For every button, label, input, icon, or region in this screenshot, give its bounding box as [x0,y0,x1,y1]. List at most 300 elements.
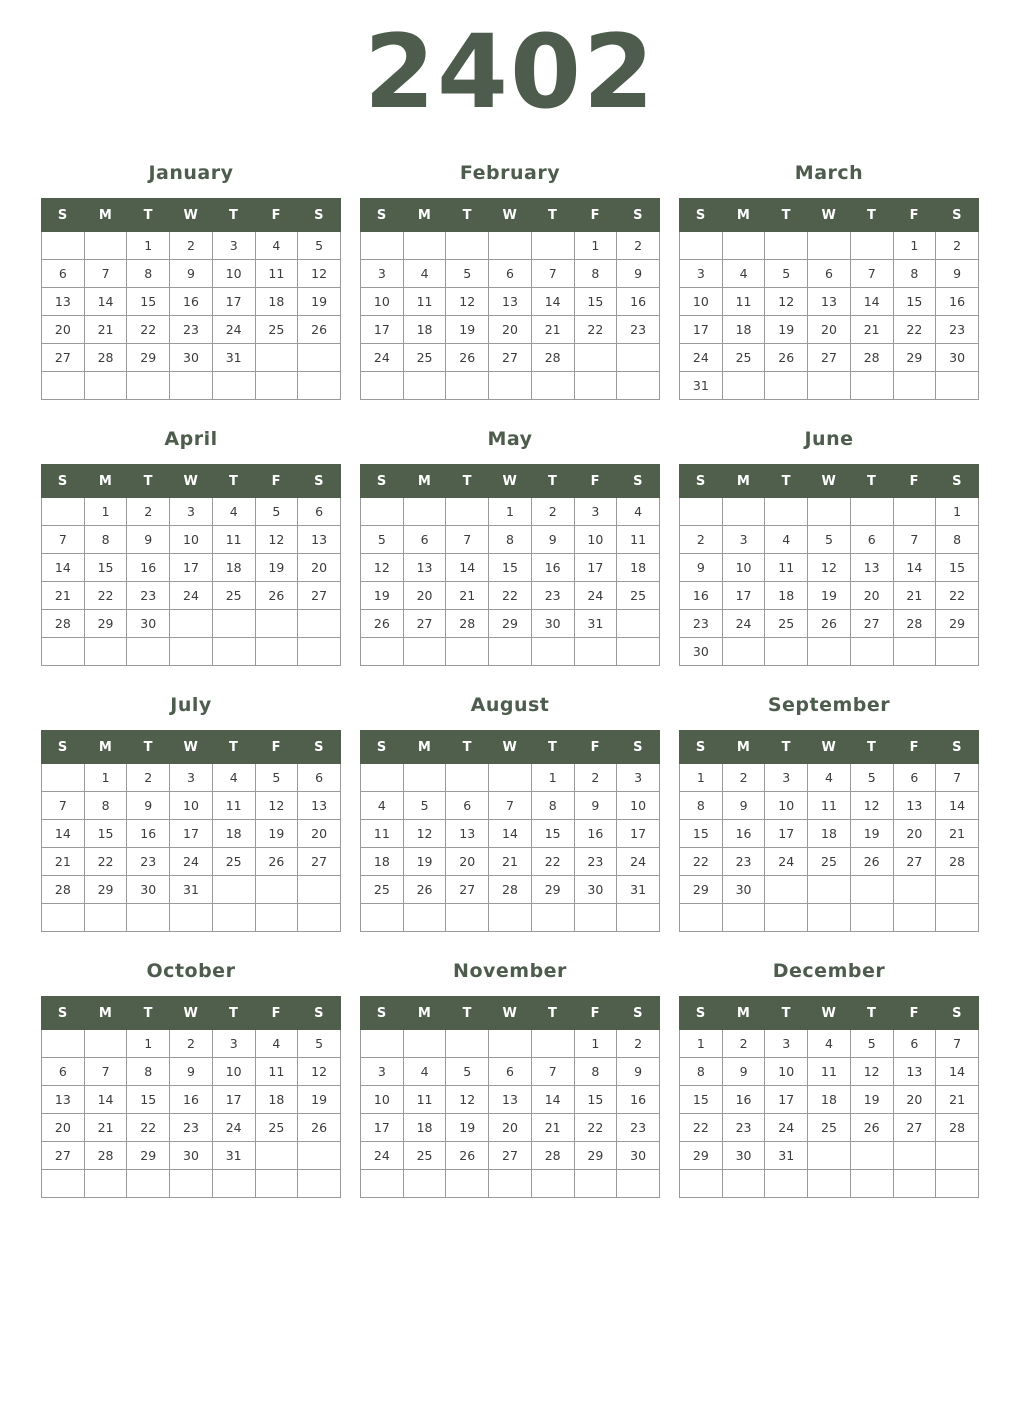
day-cell[interactable]: 12 [446,288,489,316]
day-cell[interactable]: 29 [127,1142,170,1170]
day-cell[interactable]: 8 [893,260,936,288]
day-cell[interactable]: 10 [361,1086,404,1114]
day-cell[interactable]: 21 [489,848,532,876]
day-cell[interactable]: 26 [446,344,489,372]
day-cell[interactable]: 26 [765,344,808,372]
day-cell[interactable]: 23 [127,848,170,876]
day-cell[interactable]: 17 [722,582,765,610]
day-cell[interactable]: 31 [212,1142,255,1170]
day-cell[interactable]: 18 [212,820,255,848]
day-cell[interactable]: 7 [84,1058,127,1086]
day-cell[interactable]: 9 [722,1058,765,1086]
day-cell[interactable]: 16 [680,582,723,610]
day-cell[interactable]: 4 [255,1030,298,1058]
day-cell[interactable]: 16 [722,1086,765,1114]
day-cell[interactable]: 21 [936,1086,979,1114]
day-cell[interactable]: 9 [127,526,170,554]
day-cell[interactable]: 18 [808,1086,851,1114]
day-cell[interactable]: 20 [42,316,85,344]
day-cell[interactable]: 17 [212,288,255,316]
day-cell[interactable]: 13 [298,526,341,554]
day-cell[interactable]: 14 [936,1058,979,1086]
day-cell[interactable]: 26 [850,1114,893,1142]
day-cell[interactable]: 25 [808,848,851,876]
day-cell[interactable]: 13 [893,792,936,820]
day-cell[interactable]: 7 [936,764,979,792]
day-cell[interactable]: 10 [574,526,617,554]
day-cell[interactable]: 27 [403,610,446,638]
day-cell[interactable]: 28 [84,344,127,372]
day-cell[interactable]: 2 [617,1030,660,1058]
day-cell[interactable]: 17 [574,554,617,582]
day-cell[interactable]: 15 [574,1086,617,1114]
day-cell[interactable]: 24 [617,848,660,876]
day-cell[interactable]: 29 [680,876,723,904]
day-cell[interactable]: 23 [127,582,170,610]
day-cell[interactable]: 30 [722,1142,765,1170]
day-cell[interactable]: 9 [170,260,213,288]
day-cell[interactable]: 30 [170,1142,213,1170]
day-cell[interactable]: 6 [42,1058,85,1086]
day-cell[interactable]: 20 [489,1114,532,1142]
day-cell[interactable]: 24 [170,848,213,876]
day-cell[interactable]: 12 [850,792,893,820]
day-cell[interactable]: 27 [42,344,85,372]
day-cell[interactable]: 18 [403,1114,446,1142]
day-cell[interactable]: 25 [212,582,255,610]
day-cell[interactable]: 20 [850,582,893,610]
day-cell[interactable]: 20 [298,554,341,582]
day-cell[interactable]: 30 [617,1142,660,1170]
day-cell[interactable]: 24 [765,848,808,876]
day-cell[interactable]: 20 [808,316,851,344]
day-cell[interactable]: 16 [127,554,170,582]
day-cell[interactable]: 25 [403,344,446,372]
day-cell[interactable]: 12 [403,820,446,848]
day-cell[interactable]: 23 [722,1114,765,1142]
day-cell[interactable]: 15 [531,820,574,848]
day-cell[interactable]: 15 [84,820,127,848]
day-cell[interactable]: 8 [531,792,574,820]
day-cell[interactable]: 25 [255,316,298,344]
day-cell[interactable]: 28 [42,876,85,904]
day-cell[interactable]: 16 [722,820,765,848]
day-cell[interactable]: 14 [936,792,979,820]
day-cell[interactable]: 24 [765,1114,808,1142]
day-cell[interactable]: 1 [84,498,127,526]
day-cell[interactable]: 22 [680,1114,723,1142]
day-cell[interactable]: 22 [84,582,127,610]
day-cell[interactable]: 15 [127,288,170,316]
day-cell[interactable]: 19 [403,848,446,876]
day-cell[interactable]: 17 [765,820,808,848]
day-cell[interactable]: 1 [680,764,723,792]
day-cell[interactable]: 28 [850,344,893,372]
day-cell[interactable]: 22 [127,316,170,344]
day-cell[interactable]: 27 [850,610,893,638]
day-cell[interactable]: 5 [808,526,851,554]
day-cell[interactable]: 2 [680,526,723,554]
day-cell[interactable]: 21 [531,1114,574,1142]
day-cell[interactable]: 25 [403,1142,446,1170]
day-cell[interactable]: 20 [403,582,446,610]
day-cell[interactable]: 8 [84,792,127,820]
day-cell[interactable]: 29 [84,610,127,638]
day-cell[interactable]: 25 [765,610,808,638]
day-cell[interactable]: 23 [722,848,765,876]
day-cell[interactable]: 30 [170,344,213,372]
day-cell[interactable]: 4 [617,498,660,526]
day-cell[interactable]: 3 [722,526,765,554]
day-cell[interactable]: 15 [574,288,617,316]
day-cell[interactable]: 6 [298,498,341,526]
day-cell[interactable]: 17 [212,1086,255,1114]
day-cell[interactable]: 26 [361,610,404,638]
day-cell[interactable]: 2 [531,498,574,526]
day-cell[interactable]: 30 [722,876,765,904]
day-cell[interactable]: 28 [42,610,85,638]
day-cell[interactable]: 1 [936,498,979,526]
day-cell[interactable]: 21 [84,316,127,344]
day-cell[interactable]: 31 [680,372,723,400]
day-cell[interactable]: 23 [170,316,213,344]
day-cell[interactable]: 2 [617,232,660,260]
day-cell[interactable]: 5 [446,260,489,288]
day-cell[interactable]: 4 [808,764,851,792]
day-cell[interactable]: 2 [170,1030,213,1058]
day-cell[interactable]: 5 [403,792,446,820]
day-cell[interactable]: 30 [574,876,617,904]
day-cell[interactable]: 19 [298,288,341,316]
day-cell[interactable]: 13 [489,1086,532,1114]
day-cell[interactable]: 3 [212,232,255,260]
day-cell[interactable]: 24 [361,344,404,372]
day-cell[interactable]: 11 [617,526,660,554]
day-cell[interactable]: 18 [403,316,446,344]
day-cell[interactable]: 29 [936,610,979,638]
day-cell[interactable]: 12 [808,554,851,582]
day-cell[interactable]: 12 [298,1058,341,1086]
day-cell[interactable]: 9 [531,526,574,554]
day-cell[interactable]: 1 [489,498,532,526]
day-cell[interactable]: 16 [127,820,170,848]
day-cell[interactable]: 21 [42,848,85,876]
day-cell[interactable]: 11 [212,792,255,820]
day-cell[interactable]: 21 [42,582,85,610]
day-cell[interactable]: 11 [403,1086,446,1114]
day-cell[interactable]: 29 [531,876,574,904]
day-cell[interactable]: 24 [680,344,723,372]
day-cell[interactable]: 2 [722,1030,765,1058]
day-cell[interactable]: 7 [531,260,574,288]
day-cell[interactable]: 10 [765,1058,808,1086]
day-cell[interactable]: 19 [765,316,808,344]
day-cell[interactable]: 17 [361,316,404,344]
day-cell[interactable]: 15 [489,554,532,582]
day-cell[interactable]: 13 [403,554,446,582]
day-cell[interactable]: 26 [850,848,893,876]
day-cell[interactable]: 11 [808,1058,851,1086]
day-cell[interactable]: 9 [680,554,723,582]
day-cell[interactable]: 17 [170,820,213,848]
day-cell[interactable]: 27 [489,344,532,372]
day-cell[interactable]: 12 [255,792,298,820]
day-cell[interactable]: 6 [489,1058,532,1086]
day-cell[interactable]: 3 [574,498,617,526]
day-cell[interactable]: 14 [531,288,574,316]
day-cell[interactable]: 3 [361,260,404,288]
day-cell[interactable]: 20 [489,316,532,344]
day-cell[interactable]: 6 [808,260,851,288]
day-cell[interactable]: 27 [298,848,341,876]
day-cell[interactable]: 6 [893,1030,936,1058]
day-cell[interactable]: 9 [127,792,170,820]
day-cell[interactable]: 29 [489,610,532,638]
day-cell[interactable]: 5 [298,232,341,260]
day-cell[interactable]: 25 [361,876,404,904]
day-cell[interactable]: 16 [170,288,213,316]
day-cell[interactable]: 3 [617,764,660,792]
day-cell[interactable]: 6 [489,260,532,288]
day-cell[interactable]: 13 [446,820,489,848]
day-cell[interactable]: 23 [680,610,723,638]
day-cell[interactable]: 24 [361,1142,404,1170]
day-cell[interactable]: 17 [361,1114,404,1142]
day-cell[interactable]: 4 [361,792,404,820]
day-cell[interactable]: 15 [127,1086,170,1114]
day-cell[interactable]: 11 [212,526,255,554]
day-cell[interactable]: 4 [808,1030,851,1058]
day-cell[interactable]: 2 [936,232,979,260]
day-cell[interactable]: 5 [255,764,298,792]
day-cell[interactable]: 7 [850,260,893,288]
day-cell[interactable]: 10 [722,554,765,582]
day-cell[interactable]: 16 [574,820,617,848]
day-cell[interactable]: 7 [936,1030,979,1058]
day-cell[interactable]: 31 [212,344,255,372]
day-cell[interactable]: 26 [298,316,341,344]
day-cell[interactable]: 4 [255,232,298,260]
day-cell[interactable]: 19 [850,1086,893,1114]
day-cell[interactable]: 11 [255,260,298,288]
day-cell[interactable]: 6 [298,764,341,792]
day-cell[interactable]: 20 [893,820,936,848]
day-cell[interactable]: 4 [765,526,808,554]
day-cell[interactable]: 4 [212,498,255,526]
day-cell[interactable]: 15 [680,820,723,848]
day-cell[interactable]: 18 [255,288,298,316]
day-cell[interactable]: 25 [255,1114,298,1142]
day-cell[interactable]: 15 [680,1086,723,1114]
day-cell[interactable]: 30 [127,610,170,638]
day-cell[interactable]: 29 [84,876,127,904]
day-cell[interactable]: 16 [936,288,979,316]
day-cell[interactable]: 5 [850,1030,893,1058]
day-cell[interactable]: 8 [84,526,127,554]
day-cell[interactable]: 25 [617,582,660,610]
day-cell[interactable]: 27 [446,876,489,904]
day-cell[interactable]: 22 [680,848,723,876]
day-cell[interactable]: 12 [255,526,298,554]
day-cell[interactable]: 29 [574,1142,617,1170]
day-cell[interactable]: 30 [680,638,723,666]
day-cell[interactable]: 23 [936,316,979,344]
day-cell[interactable]: 11 [808,792,851,820]
day-cell[interactable]: 12 [850,1058,893,1086]
day-cell[interactable]: 4 [403,260,446,288]
day-cell[interactable]: 7 [446,526,489,554]
day-cell[interactable]: 7 [893,526,936,554]
day-cell[interactable]: 12 [765,288,808,316]
day-cell[interactable]: 22 [84,848,127,876]
day-cell[interactable]: 6 [446,792,489,820]
day-cell[interactable]: 18 [212,554,255,582]
day-cell[interactable]: 28 [84,1142,127,1170]
day-cell[interactable]: 28 [446,610,489,638]
day-cell[interactable]: 8 [127,1058,170,1086]
day-cell[interactable]: 25 [722,344,765,372]
day-cell[interactable]: 14 [893,554,936,582]
day-cell[interactable]: 9 [936,260,979,288]
day-cell[interactable]: 26 [298,1114,341,1142]
day-cell[interactable]: 29 [893,344,936,372]
day-cell[interactable]: 1 [893,232,936,260]
day-cell[interactable]: 18 [765,582,808,610]
day-cell[interactable]: 22 [936,582,979,610]
day-cell[interactable]: 26 [403,876,446,904]
day-cell[interactable]: 28 [531,344,574,372]
day-cell[interactable]: 27 [893,848,936,876]
day-cell[interactable]: 27 [893,1114,936,1142]
day-cell[interactable]: 8 [680,1058,723,1086]
day-cell[interactable]: 2 [127,498,170,526]
day-cell[interactable]: 8 [936,526,979,554]
day-cell[interactable]: 10 [212,260,255,288]
day-cell[interactable]: 31 [170,876,213,904]
day-cell[interactable]: 23 [617,1114,660,1142]
day-cell[interactable]: 7 [42,526,85,554]
day-cell[interactable]: 3 [212,1030,255,1058]
day-cell[interactable]: 11 [765,554,808,582]
day-cell[interactable]: 27 [298,582,341,610]
day-cell[interactable]: 1 [84,764,127,792]
day-cell[interactable]: 13 [42,288,85,316]
day-cell[interactable]: 8 [127,260,170,288]
day-cell[interactable]: 7 [531,1058,574,1086]
day-cell[interactable]: 5 [446,1058,489,1086]
day-cell[interactable]: 6 [893,764,936,792]
day-cell[interactable]: 30 [936,344,979,372]
day-cell[interactable]: 26 [446,1142,489,1170]
day-cell[interactable]: 18 [255,1086,298,1114]
day-cell[interactable]: 9 [617,260,660,288]
day-cell[interactable]: 16 [170,1086,213,1114]
day-cell[interactable]: 11 [361,820,404,848]
day-cell[interactable]: 3 [170,764,213,792]
day-cell[interactable]: 6 [850,526,893,554]
day-cell[interactable]: 10 [170,526,213,554]
day-cell[interactable]: 22 [531,848,574,876]
day-cell[interactable]: 15 [936,554,979,582]
day-cell[interactable]: 9 [617,1058,660,1086]
day-cell[interactable]: 29 [680,1142,723,1170]
day-cell[interactable]: 28 [893,610,936,638]
day-cell[interactable]: 10 [765,792,808,820]
day-cell[interactable]: 14 [446,554,489,582]
day-cell[interactable]: 31 [617,876,660,904]
day-cell[interactable]: 23 [617,316,660,344]
day-cell[interactable]: 29 [127,344,170,372]
day-cell[interactable]: 22 [127,1114,170,1142]
day-cell[interactable]: 30 [531,610,574,638]
day-cell[interactable]: 3 [170,498,213,526]
day-cell[interactable]: 9 [722,792,765,820]
day-cell[interactable]: 13 [893,1058,936,1086]
day-cell[interactable]: 20 [446,848,489,876]
day-cell[interactable]: 19 [446,1114,489,1142]
day-cell[interactable]: 12 [298,260,341,288]
day-cell[interactable]: 4 [403,1058,446,1086]
day-cell[interactable]: 27 [489,1142,532,1170]
day-cell[interactable]: 8 [680,792,723,820]
day-cell[interactable]: 24 [574,582,617,610]
day-cell[interactable]: 14 [489,820,532,848]
day-cell[interactable]: 5 [361,526,404,554]
day-cell[interactable]: 21 [84,1114,127,1142]
day-cell[interactable]: 2 [722,764,765,792]
day-cell[interactable]: 22 [574,1114,617,1142]
day-cell[interactable]: 23 [531,582,574,610]
day-cell[interactable]: 7 [42,792,85,820]
day-cell[interactable]: 3 [765,1030,808,1058]
day-cell[interactable]: 12 [361,554,404,582]
day-cell[interactable]: 2 [170,232,213,260]
day-cell[interactable]: 28 [936,848,979,876]
day-cell[interactable]: 26 [808,610,851,638]
day-cell[interactable]: 5 [255,498,298,526]
day-cell[interactable]: 24 [722,610,765,638]
day-cell[interactable]: 31 [765,1142,808,1170]
day-cell[interactable]: 5 [765,260,808,288]
day-cell[interactable]: 24 [212,1114,255,1142]
day-cell[interactable]: 21 [850,316,893,344]
day-cell[interactable]: 18 [361,848,404,876]
day-cell[interactable]: 14 [850,288,893,316]
day-cell[interactable]: 10 [617,792,660,820]
day-cell[interactable]: 28 [489,876,532,904]
day-cell[interactable]: 13 [808,288,851,316]
day-cell[interactable]: 14 [42,554,85,582]
day-cell[interactable]: 10 [361,288,404,316]
day-cell[interactable]: 19 [255,554,298,582]
day-cell[interactable]: 23 [170,1114,213,1142]
day-cell[interactable]: 4 [212,764,255,792]
day-cell[interactable]: 16 [617,288,660,316]
day-cell[interactable]: 1 [574,232,617,260]
day-cell[interactable]: 8 [574,1058,617,1086]
day-cell[interactable]: 30 [127,876,170,904]
day-cell[interactable]: 6 [42,260,85,288]
day-cell[interactable]: 20 [298,820,341,848]
day-cell[interactable]: 22 [489,582,532,610]
day-cell[interactable]: 7 [489,792,532,820]
day-cell[interactable]: 25 [808,1114,851,1142]
day-cell[interactable]: 9 [574,792,617,820]
day-cell[interactable]: 11 [722,288,765,316]
day-cell[interactable]: 2 [574,764,617,792]
day-cell[interactable]: 14 [84,1086,127,1114]
day-cell[interactable]: 12 [446,1086,489,1114]
